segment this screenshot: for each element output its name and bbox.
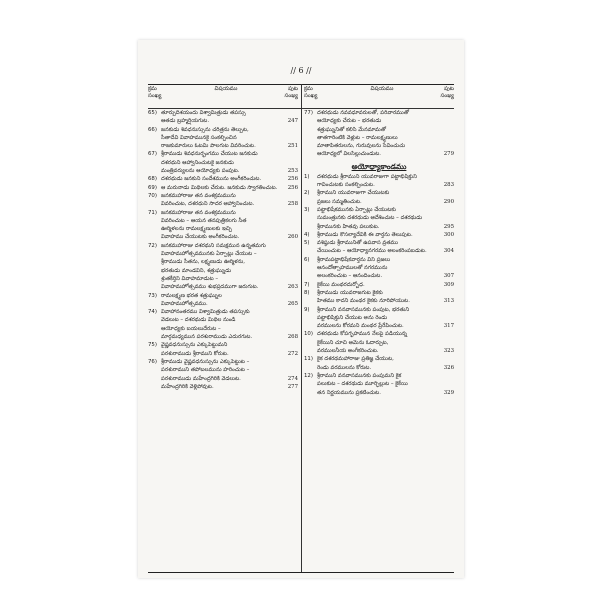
entry-title-line: వరములను కోరమని మంథర ప్రేరేపించుట.: [317, 323, 404, 330]
entry-title-line: శ్రీరామపట్టాభిషేకవార్తను విని ప్రజలు: [317, 256, 391, 263]
entry-number: 72): [148, 242, 157, 249]
entry-title-line: జనకుడు శివధనుస్సును చరిత్రను తెల్పుట,: [161, 126, 249, 133]
entry-title: [317, 256, 441, 281]
entry-number: 70): [148, 192, 157, 199]
entry-number: 6): [304, 256, 310, 263]
entry-title-line: మార్గమధ్యమున పరశురాముడు ఎదురగుట.: [161, 334, 253, 341]
entry-title-line: మంత్రివర్యులను ఆయోధ్యకు పంపుట.: [161, 168, 240, 175]
entry-title: [317, 231, 441, 239]
toc-entry: [304, 239, 454, 256]
entry-number: 69): [148, 184, 157, 191]
entry-title-line: ఊర్మిళలను రామలక్ష్మణులకు ఇచ్చి: [161, 226, 232, 233]
entry-title-line: మాతాపితరులను, గురువులను సేవించుచు: [317, 143, 406, 150]
entry-page-number: 317: [443, 323, 454, 330]
bottom-rule: [148, 572, 454, 573]
entry-title: [161, 242, 285, 292]
entry-title-line: సుమంత్రునకు దశరథుడు ఆదేశించుట – దశరథుడు: [317, 215, 423, 222]
entry-title: [317, 306, 441, 331]
entry-page-number: 323: [443, 348, 454, 355]
entry-title-line: శ్రీరాముడు యువరాజగుట కైకకు: [317, 289, 383, 296]
entry-title: [161, 358, 285, 383]
entry-title-line: జనకమహారాజు తన వంశక్రమమును: [161, 209, 236, 216]
entry-title: [317, 372, 441, 397]
left-entries: [148, 109, 298, 391]
entry-title-line: కైకేయిని చూచి ఆమెను ఓదార్చుట,: [317, 339, 389, 346]
entry-page-number: 265: [287, 300, 298, 307]
entry-title: [317, 355, 441, 372]
entry-title-line: దశరథుడు శ్రీరాముని యువరాజుగా పట్టాభిషిక్తుని: [317, 173, 417, 180]
entry-title-line: వివరించుట – ఆయన తనపుత్రికలగు సీత: [161, 217, 247, 224]
entry-title: [317, 173, 441, 190]
entry-title-line: పరశురాముడు మహేంద్రగిరికి వెడలుట.: [161, 375, 241, 382]
toc-entry: [148, 292, 298, 309]
entry-number: 11): [304, 356, 313, 363]
entry-title-line: వివాహమహోత్సవము శుభప్రదముగా జరుగుట.: [161, 284, 259, 291]
column-divider: [301, 84, 302, 572]
entry-title-line: శ్రీరాముడు వైష్ణవధనుస్సును ఎక్కుపెట్టుట –: [161, 358, 250, 365]
entry-title-line: సీతాదేవి వివాహమునకై సంకల్పించిన: [161, 134, 237, 141]
entry-title-line: వివాహము చేయుటకు అంగీకరించుట.: [161, 234, 240, 241]
entry-title: [317, 239, 441, 256]
page-label: పుట సంఖ్య: [440, 86, 454, 99]
toc-entry: [304, 281, 454, 289]
title-label: విషయము: [370, 86, 394, 92]
entry-number: 3): [304, 206, 310, 213]
entry-number: 1): [304, 173, 310, 180]
entry-page-number: 256: [287, 176, 298, 183]
entry-title-line: కైక దశరథమహారాజు ప్రతిజ్ఞ చేయుట,: [317, 356, 394, 363]
entry-number: 5): [304, 240, 310, 247]
entry-title: [317, 281, 441, 289]
entry-page-number: 268: [287, 334, 298, 341]
entry-page-number: 295: [443, 223, 454, 230]
entry-page-number: 253: [287, 168, 298, 175]
entry-page-number: 274: [287, 375, 298, 382]
entry-number: 74): [148, 309, 157, 316]
entry-title-line: రాజకుమారులు ఓటమి పాలగుట వివరించుట.: [161, 143, 256, 150]
left-column-header: [148, 86, 298, 108]
entry-title-line: కైకేయి మంథరదుర్బోధ.: [317, 281, 365, 288]
entry-title-line: శ్రీరాముడు శివధనుర్భంగము చేయుట జనకుడు: [161, 151, 258, 158]
toc-entry: [148, 109, 298, 126]
toc-entry: [304, 189, 454, 206]
title-label: విషయము: [214, 86, 238, 92]
entry-number: 7): [304, 281, 310, 288]
entry-title-line: చేయించుట – ఆయోధ్యానగరము అలంకరింపబడుట.: [317, 248, 427, 255]
toc-entry: [304, 256, 454, 281]
entry-title-line: గావించుటకు సంకల్పించుట.: [317, 182, 375, 189]
entry-number: 9): [304, 306, 310, 313]
entry-title-line: ఆయోధ్యకు బయలుదేరుట –: [161, 325, 221, 332]
serial-label: క్రమ సంఖ్య: [148, 86, 162, 99]
toc-entry: [304, 206, 454, 231]
entry-number: 4): [304, 231, 310, 238]
entry-title: [161, 184, 285, 192]
entry-title-line: పట్టాభిషిక్తుని చేయుట అను రెండు: [317, 314, 388, 321]
entry-title-line: జనకమహారాజు తన వంశక్రమమును: [161, 192, 236, 199]
toc-entry: [148, 126, 298, 151]
entry-title-line: శ్రీరాముడు కౌసల్యాదేవికి ఈ వార్తను తెలుపుట.: [317, 231, 413, 238]
entry-title-line: వివాహానంతరము విశ్వామిత్రుడు తపస్సుకు: [161, 309, 250, 316]
entry-number: 12): [304, 372, 313, 379]
entry-title-line: పరశురాముని తపోబలమును హరించుట –: [161, 367, 250, 374]
toc-entry: [148, 358, 298, 383]
entry-page-number: 309: [443, 281, 454, 288]
entry-title-line: మహేంద్రగిరికి వెళ్లిపోవుట.: [161, 383, 214, 390]
entry-title-line: దశరథుడు జనకుని సందేశమును అంగీకరించుట.: [161, 176, 262, 183]
right-column-header: [304, 86, 454, 108]
entry-title: [317, 189, 441, 206]
entry-page-number: 283: [443, 182, 454, 189]
entry-page-number: 329: [443, 389, 454, 396]
entry-title-line: వరములనీయ అంగీకరించుట.: [317, 348, 379, 355]
toc-entry: [148, 308, 298, 341]
entry-title-line: ఆతడు బ్రహ్మర్షియగుట.: [161, 118, 210, 125]
entry-title-line: జనకమహారాజు దశరథుని సమక్షమున ఉన్నతమగు: [161, 242, 266, 249]
entry-title-line: వివాహమహోత్సవమునకు ఏర్పాట్లు చేయుట –: [161, 251, 257, 258]
right-entries-after: [304, 173, 454, 397]
entry-title: [161, 192, 285, 209]
entry-number: 8): [304, 289, 310, 296]
entry-title-line: శ్రుతకీర్తిని వివాహమాడుట –: [161, 275, 219, 282]
entry-number: 65): [148, 110, 157, 116]
entry-title-line: తూర్పుదిశయందు విశ్వామిత్రుడు తపస్సు: [161, 110, 246, 116]
entry-title-line: ఆయోధ్యలో విలసిల్లుచుండుట.: [317, 151, 382, 158]
toc-entry: [304, 330, 454, 355]
entry-page-number: 307: [443, 273, 454, 280]
toc-entry: [304, 289, 454, 306]
entry-title: [317, 330, 441, 355]
entry-page-number: 251: [287, 143, 298, 150]
entry-number: 10): [304, 331, 313, 338]
toc-entry: [148, 209, 298, 242]
entry-title-line: శత్రుఘ్నునితో కలిసి మేనమామతో: [317, 126, 386, 133]
entry-title: [161, 341, 285, 358]
serial-label: క్రమ సంఖ్య: [304, 86, 318, 99]
section-title: అయోధ్యాకాండము: [351, 161, 407, 171]
entry-title-line: వైష్ణవధనుస్సును ఎక్కుపెట్టుమని: [161, 342, 228, 349]
entry-title: [161, 126, 285, 151]
entry-title-line: దశరథుడు నవవధూవరులతో, పరివారముతో: [317, 110, 410, 116]
entry-title-line: ఆయోధ్యకు చేరుట – భరతుడు: [317, 118, 382, 125]
left-column: [148, 86, 298, 572]
entry-number: 77): [304, 110, 313, 116]
entry-title-line: వివాహమహోత్సవము.: [161, 300, 208, 307]
entry-number: 66): [148, 126, 157, 133]
toc-entry: [304, 109, 454, 159]
entry-page-number: 272: [287, 350, 298, 357]
page-number: // 6 //: [290, 66, 312, 75]
toc-entry: [148, 383, 298, 391]
entry-title-line: వెడలుట – దశరథుడు మిథిల నుండి: [161, 317, 236, 324]
entry-title-line: తన నిర్ణయమును ప్రకటించుట.: [317, 389, 381, 396]
entry-title-line: ప్రజలు సమ్మతించుట.: [317, 198, 362, 205]
toc-entry: [148, 192, 298, 209]
entry-number: 68): [148, 176, 157, 183]
entry-number: 2): [304, 190, 310, 197]
entry-title-line: అలంకరించుట – ఆనందించుట.: [317, 273, 383, 280]
entry-title: [161, 209, 285, 242]
entry-number: 67): [148, 151, 157, 158]
entry-page-number: 313: [443, 298, 454, 305]
entry-title-line: భరతుడు మాండవిని, శత్రుఘ్నుడు: [161, 267, 232, 274]
right-column: [304, 86, 454, 572]
page-label: పుట సంఖ్య: [284, 86, 298, 99]
toc-entry: [304, 306, 454, 331]
entry-page-number: 256: [287, 184, 298, 191]
toc-entry: [304, 231, 454, 239]
entry-title: [317, 289, 441, 306]
entry-number: 73): [148, 292, 157, 299]
entry-title: [161, 150, 285, 175]
entry-title: [161, 292, 285, 309]
entry-title-line: దశరథుని ఆహ్వానించుటకై జనకుడు: [161, 159, 234, 166]
entry-title-line: పలుకుట – దశరథుడు మూర్ఛిల్లుట – కైకేయి: [317, 381, 408, 388]
entry-title-line: ఆ మరునాడు మిథిలకు చేరుట. జనకుడు స్వాగతించుట.: [161, 184, 278, 191]
entry-title-line: ఆనందోత్సాహములతో నగరమును: [317, 265, 388, 272]
entry-number: 75): [148, 342, 157, 349]
entry-page-number: 304: [443, 248, 454, 255]
toc-entry: [304, 372, 454, 397]
entry-title-line: రెండు వరములను కోరుట.: [317, 364, 372, 371]
entry-page-number: 326: [443, 364, 454, 371]
entry-title-line: పట్టాభిషేకమునకు ఏర్పాట్లు చేయుటకు: [317, 206, 396, 213]
toc-entry: [148, 242, 298, 292]
entry-title-line: పరశురాముడు శ్రీరాముని కోరుట.: [161, 350, 229, 357]
entry-title: [317, 206, 441, 231]
entry-page-number: 263: [287, 284, 298, 291]
entry-page-number: 258: [287, 201, 298, 208]
entry-title-line: శ్రీరాముని యువరాజుగా చేయుటకు: [317, 190, 390, 197]
right-entries-before: [304, 109, 454, 159]
entry-page-number: 247: [287, 118, 298, 125]
entry-title-line: దశరథుడు కోపగృహమున నేలపై పడియున్న: [317, 331, 408, 338]
entry-title: [161, 109, 285, 126]
entry-title-line: హితము కాదని మంథర కైకకు నూరిపోయుట.: [317, 298, 410, 305]
entry-title: [161, 383, 285, 391]
entry-title: [161, 308, 285, 341]
entry-page-number: 300: [443, 231, 454, 238]
book-page: [138, 40, 464, 578]
toc-entry: [304, 173, 454, 190]
entry-page-number: 260: [287, 234, 298, 241]
entry-title-line: రామలక్ష్మణ భరత శత్రుఘ్నుల: [161, 292, 222, 299]
toc-entry: [304, 355, 454, 372]
entry-title-line: వివరించుట, దశరథుని సాదర ఆహ్వానించుట.: [161, 201, 255, 208]
entry-title-line: శ్రీరాముని వనవాసమునకు పంపుమని కైక: [317, 372, 402, 379]
entry-title: [161, 175, 285, 183]
entry-title-line: తాతగారింటికి వెళ్లుట – రామలక్ష్మణులు: [317, 134, 398, 141]
entry-page-number: 279: [443, 151, 454, 158]
entry-number: 76): [148, 358, 157, 365]
entry-number: 71): [148, 209, 157, 216]
entry-title: [317, 109, 441, 159]
entry-title-line: వశిష్ఠుడు శ్రీరామునితో ఉపవాస వ్రతము: [317, 240, 398, 247]
entry-page-number: 290: [443, 198, 454, 205]
entry-title-line: శ్రీరామునకు హితవు పలుకుట.: [317, 223, 380, 230]
entry-title-line: శ్రీరాముని వనవాసమునకు పంపుట, భరతుని: [317, 306, 410, 313]
entry-title-line: శ్రీరాముడు సీతను, లక్ష్మణుడు ఊర్మిళను,: [161, 259, 245, 266]
toc-entry: [148, 184, 298, 192]
entry-page-number: 277: [287, 383, 298, 390]
toc-entry: [148, 175, 298, 183]
toc-entry: [148, 341, 298, 358]
toc-entry: [148, 150, 298, 175]
entry-number: [148, 383, 161, 391]
